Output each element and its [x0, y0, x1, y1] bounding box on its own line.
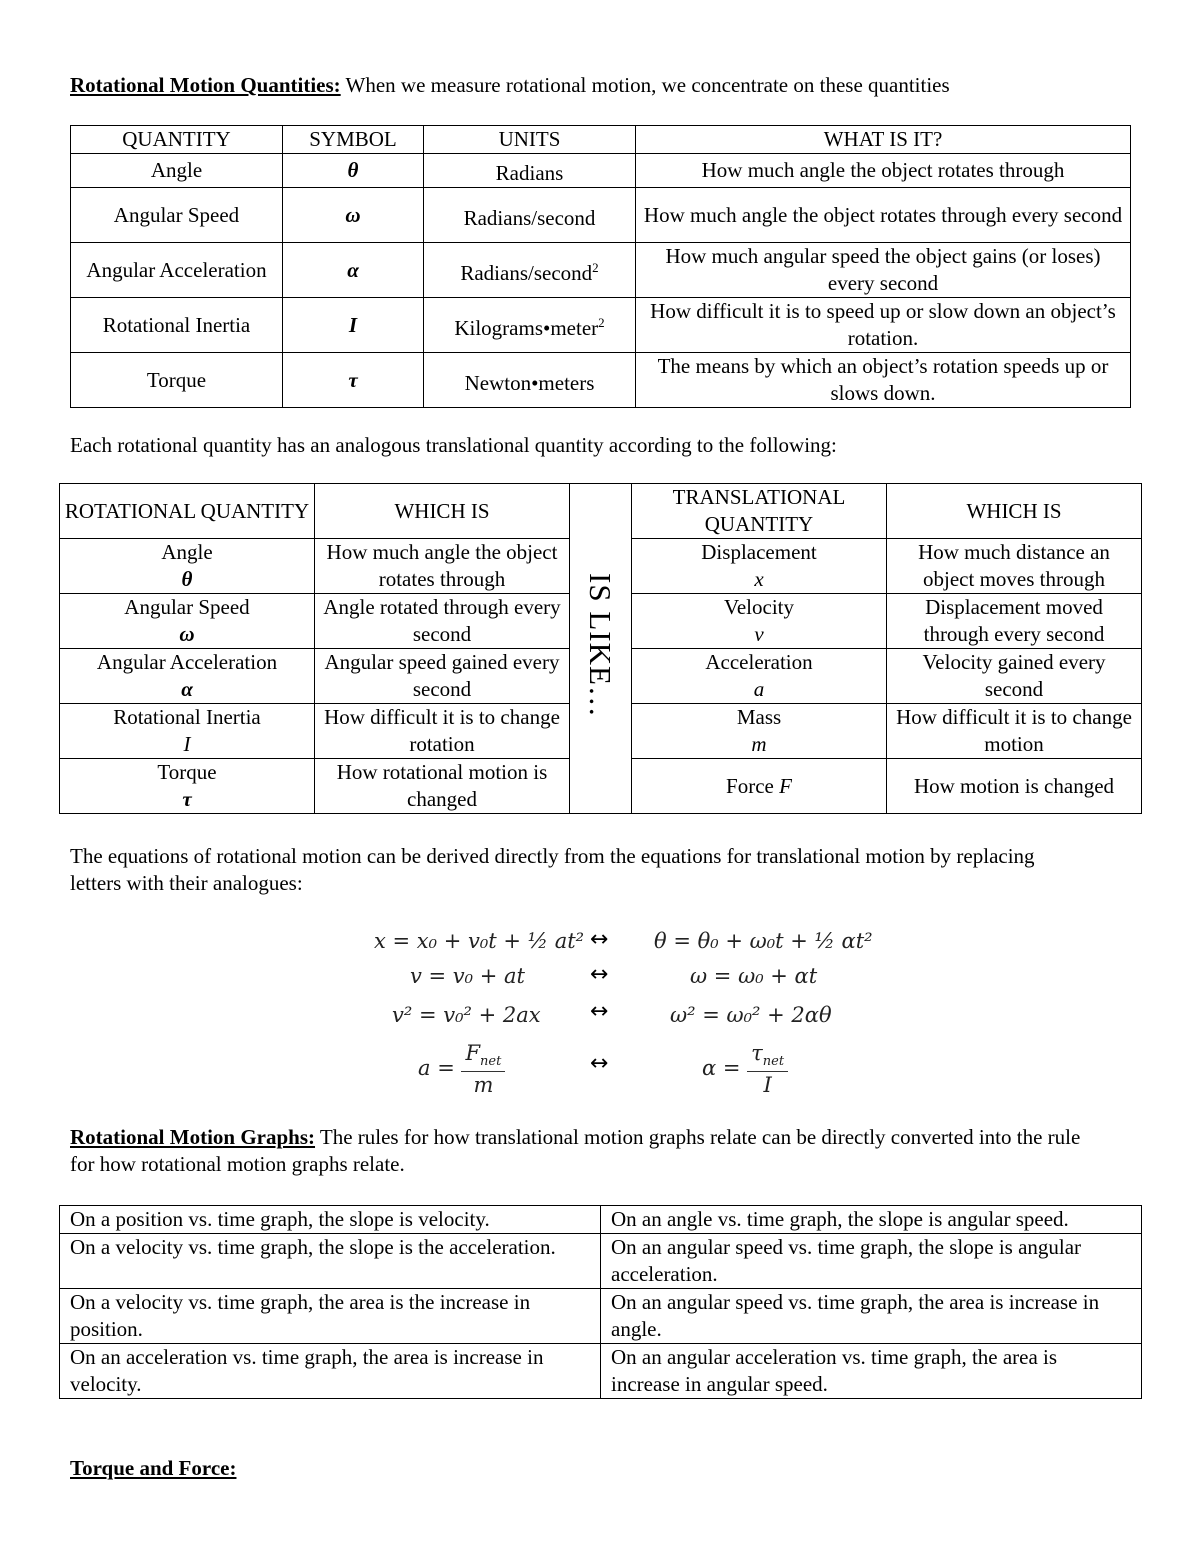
quantity-description: How much angular speed the object gains (or loses) every second: [636, 243, 1131, 298]
rotational-quantity: Angle θ: [60, 539, 315, 594]
column-header: SYMBOL: [283, 126, 424, 154]
translational-quantity: Velocity v: [632, 594, 887, 649]
analogy-intro-text: Each rotational quantity has an analogous translational quantity according to the following:: [70, 433, 837, 457]
table-row: [71, 353, 1131, 408]
rotational-description: How rotational motion is changed: [315, 759, 570, 814]
equation-newton-translational: a = $\frac{F_{net}}{m}$: [418, 1040, 505, 1099]
section-rotational-graphs-intro: [70, 1124, 1110, 1178]
analogy-table: [59, 483, 1142, 814]
quantity-description: The means by which an object’s rotation speeds up or slows down.: [636, 353, 1131, 408]
translational-graph-rule: On a velocity vs. time graph, the area is the increase in position.: [60, 1289, 601, 1344]
quantity-symbol: I: [283, 298, 424, 353]
quantity-name: Rotational Inertia: [71, 298, 283, 353]
translational-quantity: Force F: [632, 759, 887, 814]
quantity-symbol: τ: [283, 353, 424, 408]
rotational-quantity: Angular Acceleration α: [60, 649, 315, 704]
equation-translational-velocity-squared: v² = v₀² + 2ax: [392, 1003, 541, 1027]
table-header-row: [71, 126, 1131, 154]
rotational-description: How much angle the object rotates through: [315, 539, 570, 594]
quantity-units: Radians/second$^2$: [424, 243, 636, 298]
rotational-graph-rule: On an angle vs. time graph, the slope is angular speed.: [601, 1206, 1142, 1234]
quantity-name: Angular Speed: [71, 188, 283, 243]
column-header: WHICH IS: [315, 484, 570, 539]
quantities-table: [70, 125, 1131, 408]
equation-rotational-speed: ω = ω₀ + αt: [690, 964, 818, 988]
quantity-description: How much angle the object rotates through every second: [636, 188, 1131, 243]
section-intro-text: The rules for how translational motion graphs relate can be directly converted into the rule for how rotational motion graphs relate.: [70, 1125, 1081, 1176]
column-header: WHICH IS: [887, 484, 1142, 539]
rotational-quantity: Rotational Inertia I: [60, 704, 315, 759]
translational-graph-rule: On an acceleration vs. time graph, the area is increase in velocity.: [60, 1344, 601, 1399]
rotational-graph-rule: On an angular acceleration vs. time graph, the area is increase in angular speed.: [601, 1344, 1142, 1399]
translational-description: Velocity gained every second: [887, 649, 1142, 704]
translational-graph-rule: On a position vs. time graph, the slope is velocity.: [60, 1206, 601, 1234]
equivalence-arrow-icon: ↔: [590, 962, 609, 987]
equations-intro-text: The equations of rotational motion can be derived directly from the equations for translational motion by replacing letters with their analogues:: [70, 844, 1035, 895]
section-heading-rotational-graphs: Rotational Motion Graphs:: [70, 1125, 316, 1149]
quantity-units: Radians/second: [424, 188, 636, 243]
equivalence-arrow-icon: ↔: [590, 999, 609, 1024]
equation-rotational-angle: θ = θ₀ + ω₀t + ½ αt²: [654, 929, 873, 953]
graph-rules-table: [59, 1205, 1142, 1399]
rotational-description: Angular speed gained every second: [315, 649, 570, 704]
table-row: [60, 1344, 1142, 1399]
table-row: [60, 1289, 1142, 1344]
table-row: [71, 154, 1131, 188]
section-heading-torque-force: Torque and Force:: [70, 1456, 237, 1480]
quantity-symbol: ω: [283, 188, 424, 243]
is-like-divider: [570, 484, 632, 814]
quantity-units: Kilograms•meter$^2$: [424, 298, 636, 353]
quantity-name: Torque: [71, 353, 283, 408]
column-header: ROTATIONAL QUANTITY: [60, 484, 315, 539]
section-rotational-quantities-intro: [70, 72, 950, 99]
rotational-graph-rule: On an angular speed vs. time graph, the slope is angular acceleration.: [601, 1234, 1142, 1289]
quantity-name: Angle: [71, 154, 283, 188]
quantity-units: Newton•meters: [424, 353, 636, 408]
table-row: [71, 298, 1131, 353]
equation-rotational-speed-squared: ω² = ω₀² + 2αθ: [670, 1003, 832, 1027]
column-header: TRANSLATIONAL QUANTITY: [632, 484, 887, 539]
translational-graph-rule: On a velocity vs. time graph, the slope is the acceleration.: [60, 1234, 601, 1289]
rotational-description: Angle rotated through every second: [315, 594, 570, 649]
translational-quantity: Acceleration a: [632, 649, 887, 704]
translational-description: How much distance an object moves through: [887, 539, 1142, 594]
translational-description: How motion is changed: [887, 759, 1142, 814]
rotational-quantity: Torque τ: [60, 759, 315, 814]
translational-quantity: Displacement x: [632, 539, 887, 594]
table-header-row: [60, 484, 1142, 539]
is-like-label: IS LIKE…: [583, 572, 618, 718]
quantity-units: Radians: [424, 154, 636, 188]
column-header: WHAT IS IT?: [636, 126, 1131, 154]
table-row: [71, 188, 1131, 243]
column-header: UNITS: [424, 126, 636, 154]
rotational-graph-rule: On an angular speed vs. time graph, the area is increase in angle.: [601, 1289, 1142, 1344]
quantity-description: How difficult it is to speed up or slow down an object’s rotation.: [636, 298, 1131, 353]
translational-description: Displacement moved through every second: [887, 594, 1142, 649]
quantity-symbol: θ: [283, 154, 424, 188]
equation-translational-velocity: v = v₀ + at: [410, 964, 525, 988]
equivalence-arrow-icon: ↔: [590, 1051, 609, 1076]
rotational-description: How difficult it is to change rotation: [315, 704, 570, 759]
quantity-symbol: α: [283, 243, 424, 298]
section-heading-rotational-quantities: Rotational Motion Quantities:: [70, 73, 341, 97]
column-header: QUANTITY: [71, 126, 283, 154]
table-row: [60, 1234, 1142, 1289]
table-row: [60, 1206, 1142, 1234]
quantity-description: How much angle the object rotates through: [636, 154, 1131, 188]
equation-translational-position: x = x₀ + v₀t + ½ at²: [374, 929, 585, 953]
section-intro-text: When we measure rotational motion, we concentrate on these quantities: [340, 73, 950, 97]
equivalence-arrow-icon: ↔: [590, 927, 609, 952]
rotational-quantity: Angular Speed ω: [60, 594, 315, 649]
table-row: [71, 243, 1131, 298]
quantity-name: Angular Acceleration: [71, 243, 283, 298]
equation-newton-rotational: α = $\frac{\tau_{net}}{I}$: [702, 1040, 788, 1099]
translational-description: How difficult it is to change motion: [887, 704, 1142, 759]
translational-quantity: Mass m: [632, 704, 887, 759]
